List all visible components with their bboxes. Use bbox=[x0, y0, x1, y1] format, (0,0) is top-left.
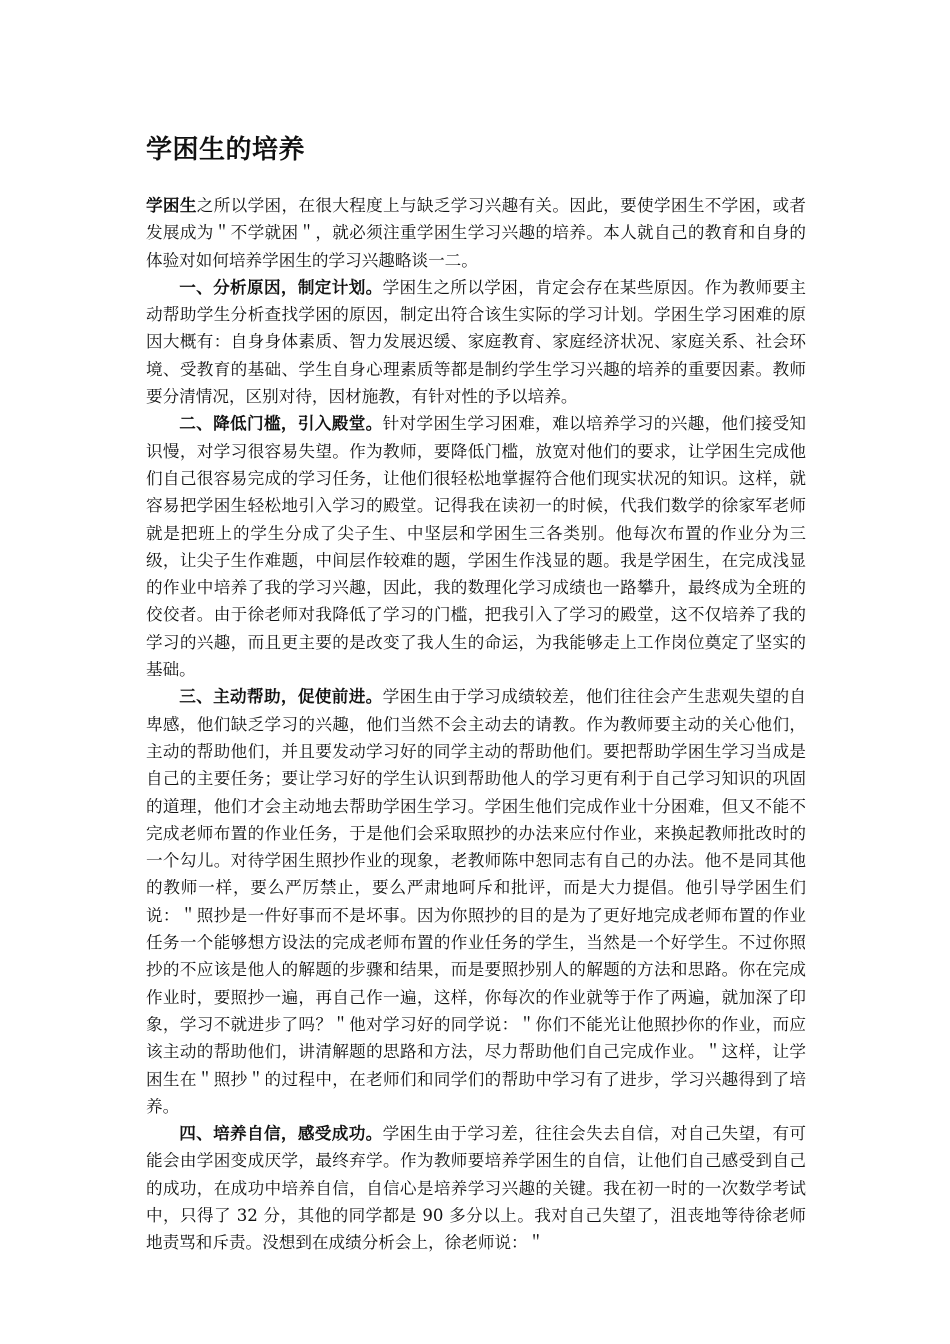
intro-paragraph bbox=[146, 192, 806, 274]
document-body bbox=[146, 192, 806, 1257]
intro-lead: 学困生 bbox=[146, 196, 197, 215]
section-text-1: 学困生之所以学困，肯定会存在某些原因。作为教师要主动帮助学生分析查找学困的原因，制定出符合该生实际的学习计划。学困生学习困难的原因大概有：自身身体素质、智力发展迟缓、家庭教育、家庭经济状况、家庭关系、社会环境、受教育的基础、学生自身心理素质等都是制约学生学习兴趣的培养的重要因素。教师要分清情况，区别对待，因材施教，有针对性的予以培养。 bbox=[146, 277, 806, 407]
section-text-3: 学困生由于学习成绩较差，他们往往会产生悲观失望的自卑感，他们缺乏学习的兴趣，他们当然不会主动去的请教。作为教师要主动的关心他们，主动的帮助他们，并且要发动学习好的同学主动的帮助他们。要把帮助学困生学习当成是自己的主要任务；要让学习好的学生认识到帮助他人的学习更有利于自己学习知识的巩固的道理，他们才会主动地去帮助学困生学习。学困生他们完成作业十分困难，但又不能不完成老师布置的作业任务，于是他们会采取照抄的办法来应付作业，来换起教师批改时的一个勾儿。对待学困生照抄作业的现象，老教师陈中恕同志有自己的办法。他不是同其他的教师一样，要么严厉禁止，要么严肃地呵斥和批评，而是大力提倡。他引导学困生们说：＂照抄是一件好事而不是坏事。因为你照抄的目的是为了更好地完成老师布置的作业任务一个能够想方设法的完成老师布置的作业任务的学生，当然是一个好学生。不过你照抄的不应该是他人的解题的步骤和结果，而是要照抄别人的解题的方法和思路。你在完成作业时，要照抄一遍，再自己作一遍，这样，你每次的作业就等于作了两遍，就加深了印象，学习不就进步了吗？＂他对学习好的同学说：＂你们不能光让他照抄你的作业，而应该主动的帮助他们，讲清解题的思路和方法，尽力帮助他们自己完成作业。＂这样，让学困生在＂照抄＂的过程中，在老师们和同学们的帮助中学习有了进步，学习兴趣得到了培养。 bbox=[146, 687, 806, 1116]
section-text-4: 学困生由于学习差，往往会失去自信，对自己失望，有可能会由学困变成厌学，最终弃学。作为教师要培养学困生的自信，让他们自己感受到自己的成功，在成功中培养自信，自信心是培养学习兴趣的关键。我在初一时的一次数学考试中，只得了 32 分，其他的同学都是 90 多分以上。我对自己失望了，沮丧地等待徐老师地责骂和斥责。没想到在成绩分析会上，徐老师说：＂ bbox=[146, 1124, 806, 1253]
section-heading-3: 三、主动帮助，促使前进。 bbox=[179, 687, 383, 707]
section-heading-1: 一、分析原因，制定计划。 bbox=[179, 277, 383, 297]
section-text-2: 针对学困生学习困难，难以培养学习的兴趣，他们接受知识慢，对学习很容易失望。作为教师，要降低门槛，放宽对他们的要求，让学困生完成他们自己很容易完成的学习任务，让他们很轻松地掌握符合他们现实状况的知识。这样，就容易把学困生轻松地引入学习的殿堂。记得我在读初一的时候，代我们数学的徐家军老师就是把班上的学生分成了尖子生、中坚层和学困生三各类别。他每次布置的作业分为三级，让尖子生作难题，中间层作较难的题，学困生作浅显的题。我是学困生，在完成浅显的作业中培养了我的学习兴趣，因此，我的数理化学习成绩也一路攀升，最终成为全班的佼佼者。由于徐老师对我降低了学习的门槛，把我引入了学习的殿堂，这不仅培养了我的学习的兴趣，而且更主要的是改变了我人生的命运，为我能够走上工作岗位奠定了坚实的基础。 bbox=[146, 414, 806, 680]
page-title: 学困生的培养 bbox=[146, 135, 306, 165]
section-paragraph-3 bbox=[146, 683, 806, 1120]
section-paragraph-4 bbox=[146, 1120, 806, 1256]
document-page bbox=[146, 0, 806, 1344]
section-paragraph-2 bbox=[146, 410, 806, 683]
section-heading-2: 二、降低门槛，引入殿堂。 bbox=[179, 414, 383, 434]
section-heading-4: 四、培养自信，感受成功。 bbox=[179, 1124, 383, 1144]
section-paragraph-1 bbox=[146, 274, 806, 410]
intro-text: 之所以学困，在很大程度上与缺乏学习兴趣有关。因此，要使学困生不学困，或者发展成为＂不学就困＂，就必须注重学困生学习兴趣的培养。本人就自己的教育和自身的体验对如何培养学困生的学习兴趣略谈一二。 bbox=[146, 196, 806, 270]
